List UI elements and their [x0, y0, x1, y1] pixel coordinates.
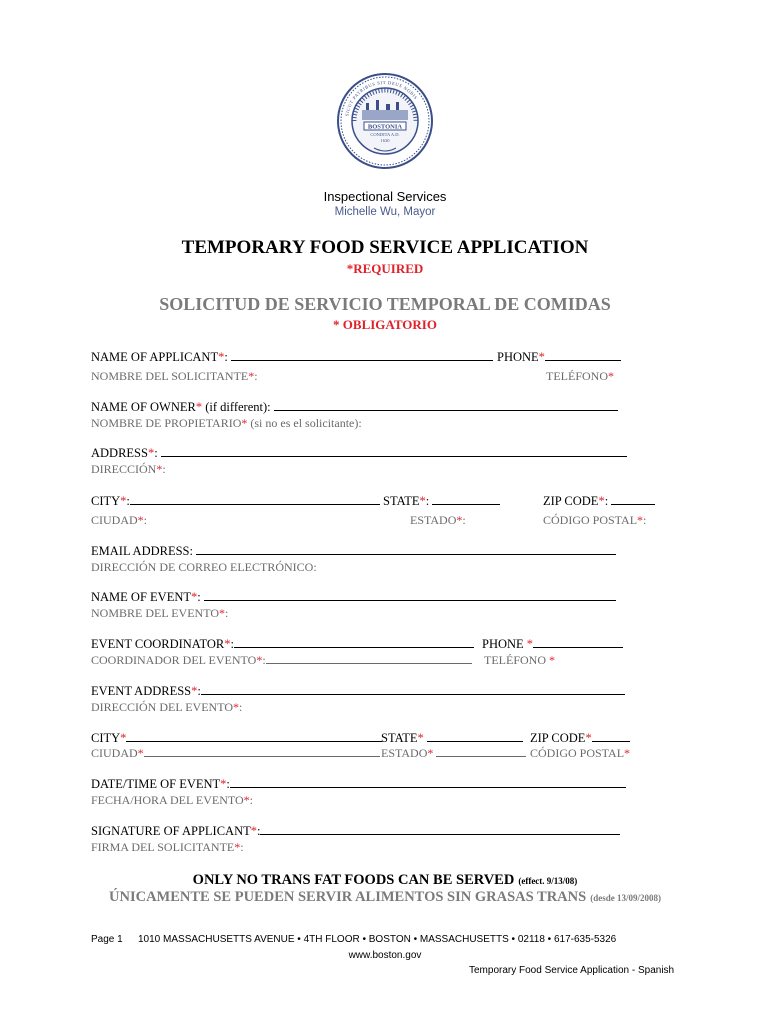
address-label: ADDRESS — [91, 446, 148, 460]
phone-field-row: PHONE* — [497, 350, 621, 365]
event-zip-label: ZIP CODE — [530, 731, 586, 745]
event-zip-field-row: ZIP CODE* — [530, 731, 630, 746]
event-name-label-spanish: NOMBRE DEL EVENTO*: — [91, 606, 229, 620]
event-state-spanish-row: ESTADO* — [381, 746, 526, 761]
email-input-line[interactable] — [196, 544, 616, 555]
state-field-row: STATE*: — [383, 494, 500, 509]
department-name: Inspectional Services — [323, 189, 447, 204]
trans-fat-notice-english: ONLY NO TRANS FAT FOODS CAN BE SERVED (effect. 9/13/08) — [192, 872, 578, 888]
zip-input-line[interactable] — [611, 494, 655, 505]
event-city-input-line[interactable] — [126, 731, 382, 742]
coordinator-phone-label-spanish: TELÉFONO * — [484, 653, 555, 667]
address-field-row: ADDRESS*: — [91, 446, 627, 461]
coordinator-field-row: EVENT COORDINATOR*: — [91, 637, 474, 652]
signature-field-row: SIGNATURE OF APPLICANT*: — [91, 824, 620, 839]
event-city-label: CITY — [91, 731, 121, 745]
applicant-label-spanish: NOMBRE DEL SOLICITANTE*: — [91, 369, 258, 383]
event-city-spanish-row: CIUDAD* — [91, 746, 380, 761]
footer-website[interactable]: www.boston.gov — [348, 950, 422, 961]
owner-input-line[interactable] — [274, 400, 618, 411]
datetime-label-spanish: FECHA/HORA DEL EVENTO*: — [91, 793, 254, 807]
footer-address: 1010 MASSACHUSETTS AVENUE • 4TH FLOOR • BOSTON • MASSACHUSETTS • 02118 • 617-635-5326 — [138, 934, 617, 945]
event-zip-input-line[interactable] — [592, 731, 630, 742]
zip-label-spanish: CÓDIGO POSTAL*: — [543, 513, 647, 527]
coordinator-label: EVENT COORDINATOR — [91, 637, 225, 651]
coordinator-phone-input-line[interactable] — [533, 637, 623, 648]
city-label-spanish: CIUDAD*: — [91, 513, 148, 527]
event-address-input-line[interactable] — [201, 684, 625, 695]
state-label: STATE — [383, 494, 420, 508]
event-name-field-row: NAME OF EVENT*: — [91, 590, 616, 605]
event-state-input-line[interactable] — [427, 731, 523, 742]
datetime-field-row: DATE/TIME OF EVENT*: — [91, 777, 626, 792]
phone-input-line[interactable] — [545, 350, 621, 361]
owner-label: NAME OF OWNER — [91, 400, 196, 414]
seal-condita: CONDITA A.D. — [370, 132, 400, 137]
required-note-spanish: * OBLIGATORIO — [333, 317, 437, 332]
required-note-english: *REQUIRED — [346, 261, 424, 276]
applicant-input-line[interactable] — [231, 350, 493, 361]
owner-label-spanish: NOMBRE DE PROPIETARIO* (si no es el solicitante): — [91, 416, 362, 430]
event-address-label-spanish: DIRECCIÓN DEL EVENTO*: — [91, 700, 243, 714]
email-label: EMAIL ADDRESS: — [91, 544, 193, 558]
seal-motto: SICUT PATRIBUS SIT DEUS NOBIS — [344, 79, 419, 117]
event-state-label: STATE — [381, 731, 418, 745]
event-name-label: NAME OF EVENT — [91, 590, 191, 604]
mayor-name: Michelle Wu, Mayor — [334, 206, 436, 218]
signature-label: SIGNATURE OF APPLICANT — [91, 824, 251, 838]
page-number: Page 1 — [91, 934, 123, 945]
city-label: CITY — [91, 494, 121, 508]
email-field-row — [91, 544, 616, 559]
zip-label: ZIP CODE — [543, 494, 599, 508]
coordinator-phone-label: PHONE — [482, 637, 524, 651]
coordinator-phone-field-row: PHONE * — [482, 637, 623, 652]
state-input-line[interactable] — [432, 494, 500, 505]
boston-seal — [336, 72, 434, 170]
city-input-line[interactable] — [130, 494, 380, 505]
datetime-input-line[interactable] — [230, 777, 626, 788]
trans-fat-notice-spanish: ÚNICAMENTE SE PUEDEN SERVIR ALIMENTOS SIN GRASAS TRANS (desde 13/09/2008) — [109, 889, 661, 905]
applicant-label: NAME OF APPLICANT — [91, 350, 219, 364]
datetime-label: DATE/TIME OF EVENT — [91, 777, 221, 791]
coordinator-input-line[interactable] — [234, 637, 474, 648]
signature-input-line[interactable] — [260, 824, 620, 835]
event-address-label: EVENT ADDRESS — [91, 684, 192, 698]
event-city-field-row: CITY* — [91, 731, 382, 746]
title-spanish: SOLICITUD DE SERVICIO TEMPORAL DE COMIDAS — [159, 294, 611, 314]
coordinator-spanish-row: COORDINADOR DEL EVENTO*: — [91, 653, 472, 668]
event-zip-label-spanish: CÓDIGO POSTAL* — [530, 746, 631, 760]
phone-label-spanish: TELÉFONO* — [546, 369, 614, 383]
applicant-field-row: NAME OF APPLICANT*: — [91, 350, 493, 365]
event-state-field-row: STATE* — [381, 731, 523, 746]
city-field-row: CITY*: — [91, 494, 380, 509]
state-label-spanish: ESTADO*: — [410, 513, 466, 527]
seal-title: BOSTONIA — [367, 123, 403, 131]
zip-field-row: ZIP CODE*: — [543, 494, 655, 509]
owner-field-row: NAME OF OWNER* (if different): — [91, 400, 618, 415]
email-label-spanish: DIRECCIÓN DE CORREO ELECTRÓNICO: — [91, 560, 317, 574]
signature-label-spanish: FIRMA DEL SOLICITANTE*: — [91, 840, 244, 854]
footer-document-name: Temporary Food Service Application - Spanish — [469, 965, 675, 976]
seal-year: 1630 — [380, 138, 390, 143]
phone-label: PHONE — [497, 350, 539, 364]
event-address-field-row: EVENT ADDRESS*: — [91, 684, 625, 699]
event-name-input-line[interactable] — [204, 590, 616, 601]
address-label-spanish: DIRECCIÓN*: — [91, 462, 166, 476]
address-input-line[interactable] — [161, 446, 627, 457]
title-english: TEMPORARY FOOD SERVICE APPLICATION — [181, 237, 589, 258]
